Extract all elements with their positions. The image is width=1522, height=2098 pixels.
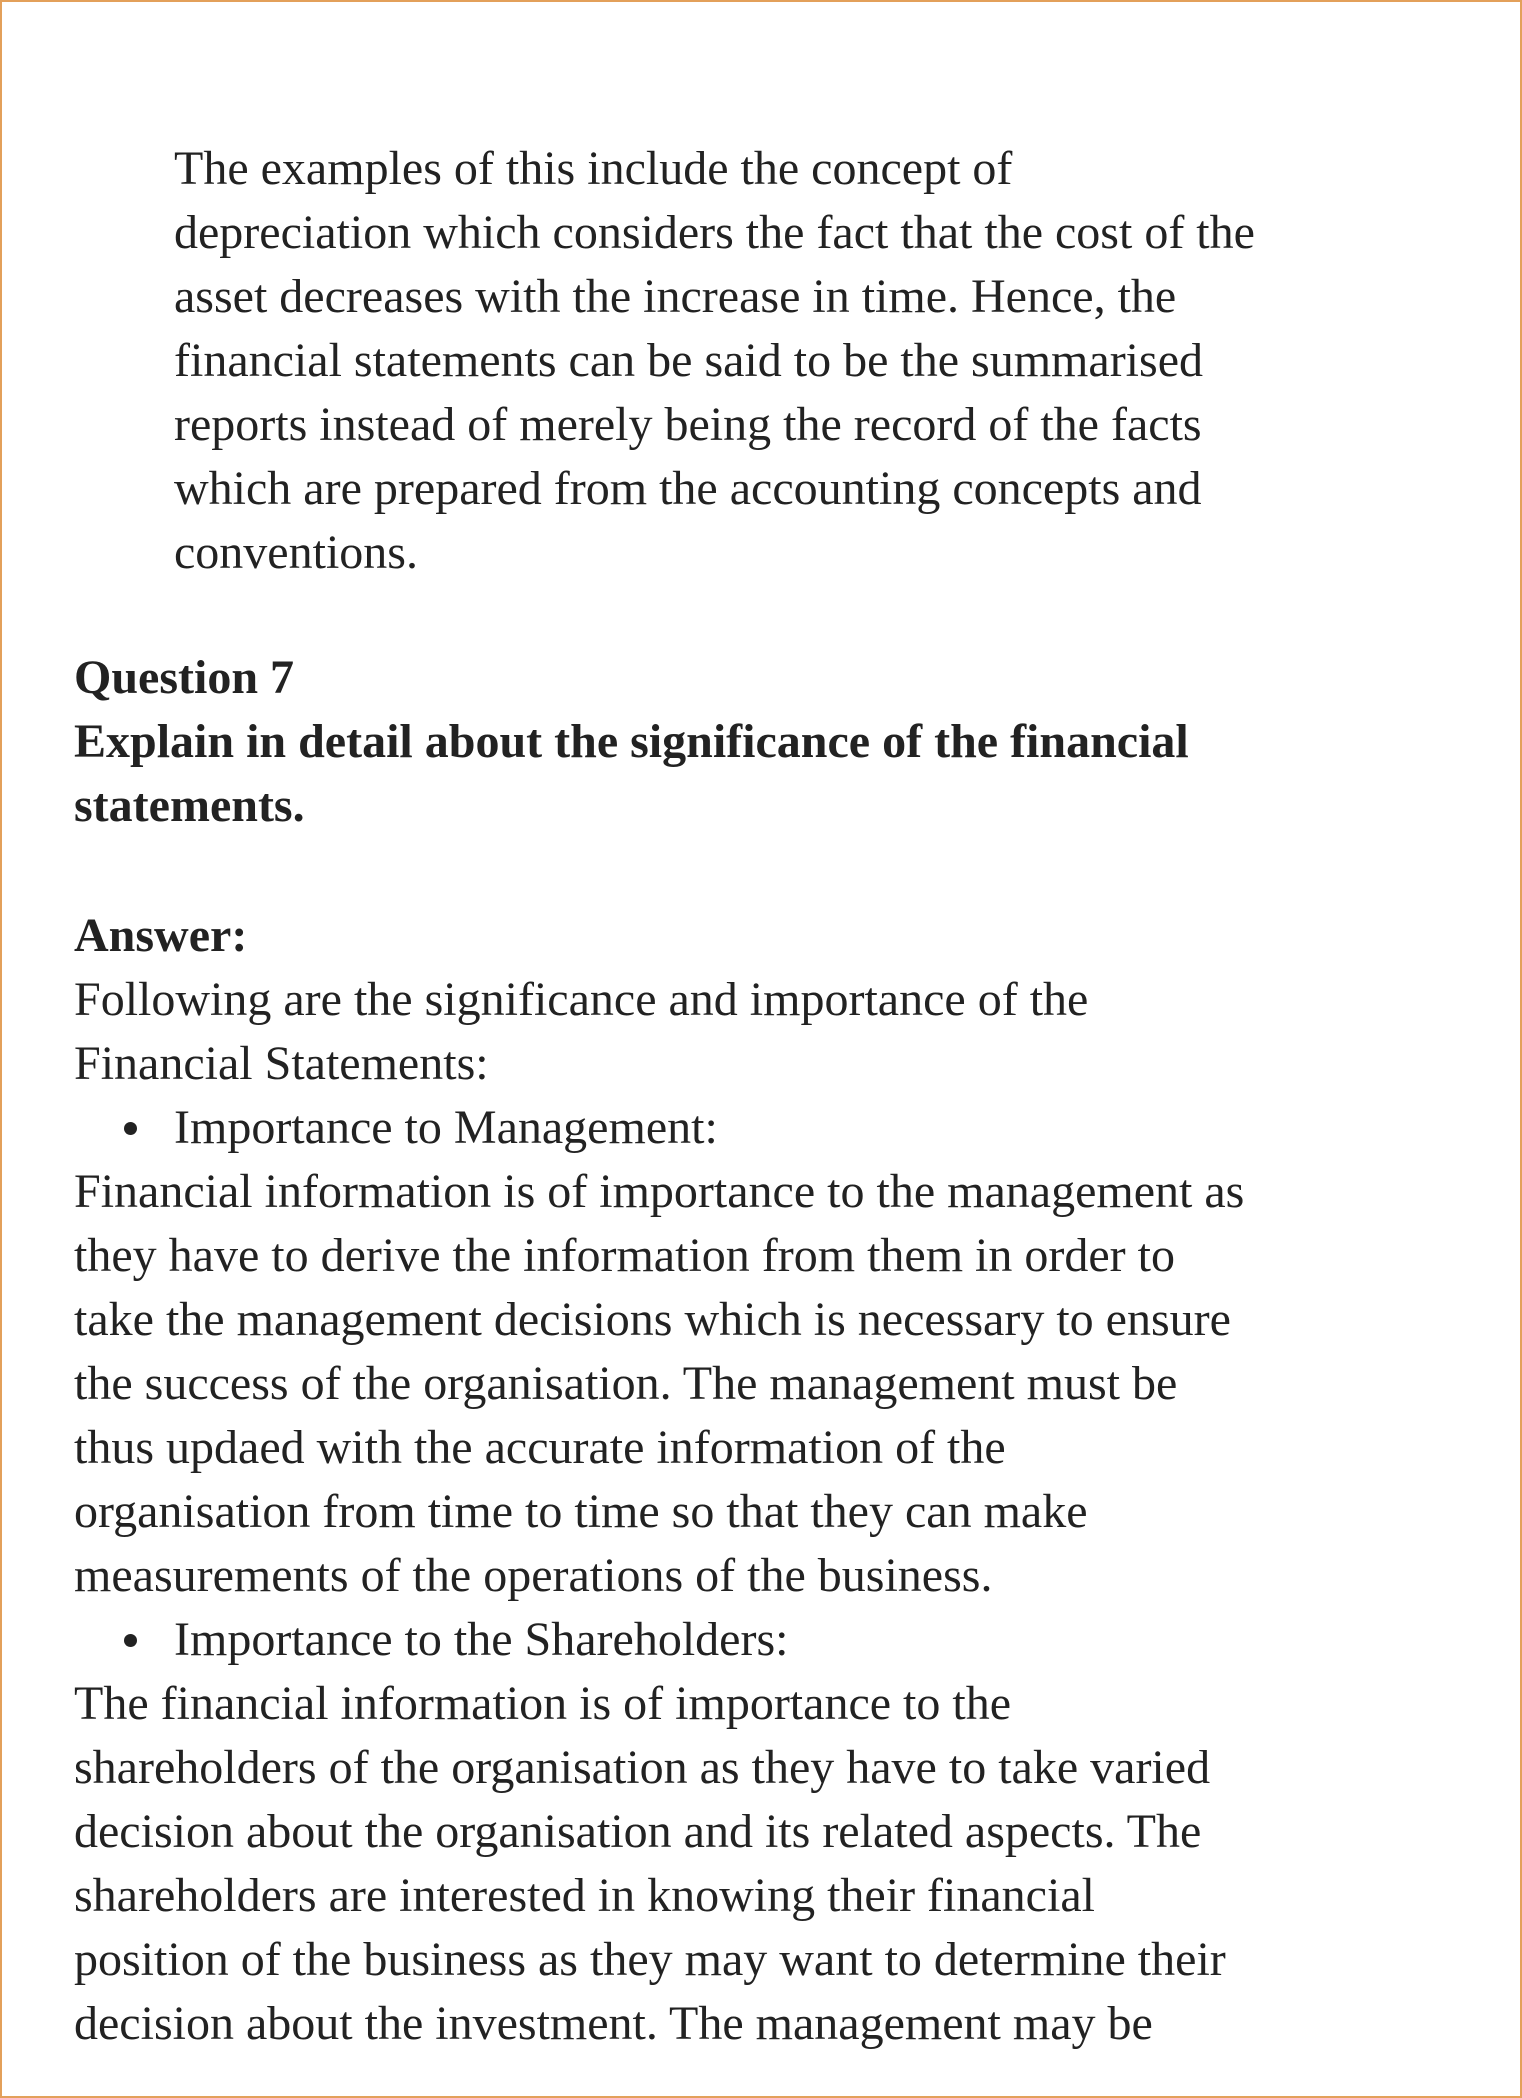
section-line: decision about the investment. The management may be [74, 1997, 1153, 2050]
question-text-line: Explain in detail about the significance of the financial [74, 715, 1189, 768]
bullet-label: Importance to the Shareholders: [174, 1613, 789, 1666]
section-line: take the management decisions which is necessary to ensure [74, 1293, 1231, 1346]
intro-line: The examples of this include the concept of [174, 142, 1013, 195]
section-line: shareholders are interested in knowing their financial [74, 1869, 1095, 1922]
intro-line: conventions. [174, 526, 418, 579]
intro-line: asset decreases with the increase in time. Hence, the [174, 270, 1177, 323]
bullet-item-shareholders [74, 1608, 1474, 1672]
bullet-label: Importance to Management: [174, 1101, 718, 1154]
bullet-dot-icon [124, 1634, 137, 1647]
bullet-item-management [74, 1096, 1474, 1160]
section-line: Financial information is of importance to the management as [74, 1165, 1245, 1218]
answer-body [74, 968, 1474, 2056]
section-line: measurements of the operations of the business. [74, 1549, 993, 1602]
section-line: thus updaed with the accurate information of the [74, 1421, 1006, 1474]
intro-paragraph [174, 137, 1494, 585]
section-line: shareholders of the organisation as they have to take varied [74, 1741, 1211, 1794]
section-line: position of the business as they may want to determine their [74, 1933, 1226, 1986]
intro-line: reports instead of merely being the record of the facts [174, 398, 1202, 451]
answer-heading-block [74, 904, 1474, 968]
bullet-dot-icon [124, 1122, 137, 1135]
intro-line: depreciation which considers the fact that the cost of the [174, 206, 1255, 259]
question-text-line: statements. [74, 779, 305, 832]
answer-lead-line: Following are the significance and importance of the [74, 973, 1089, 1026]
section-line: decision about the organisation and its related aspects. The [74, 1805, 1202, 1858]
section-line: organisation from time to time so that they can make [74, 1485, 1088, 1538]
question-title: Question 7 [74, 651, 295, 704]
section-line: The financial information is of importance to the [74, 1677, 1012, 1730]
answer-heading: Answer: [74, 909, 248, 962]
section-line: they have to derive the information from them in order to [74, 1229, 1175, 1282]
question-block [74, 646, 1474, 838]
answer-lead-line: Financial Statements: [74, 1037, 489, 1090]
intro-line: financial statements can be said to be the summarised [174, 334, 1203, 387]
intro-line: which are prepared from the accounting concepts and [174, 462, 1202, 515]
section-line: the success of the organisation. The management must be [74, 1357, 1178, 1410]
